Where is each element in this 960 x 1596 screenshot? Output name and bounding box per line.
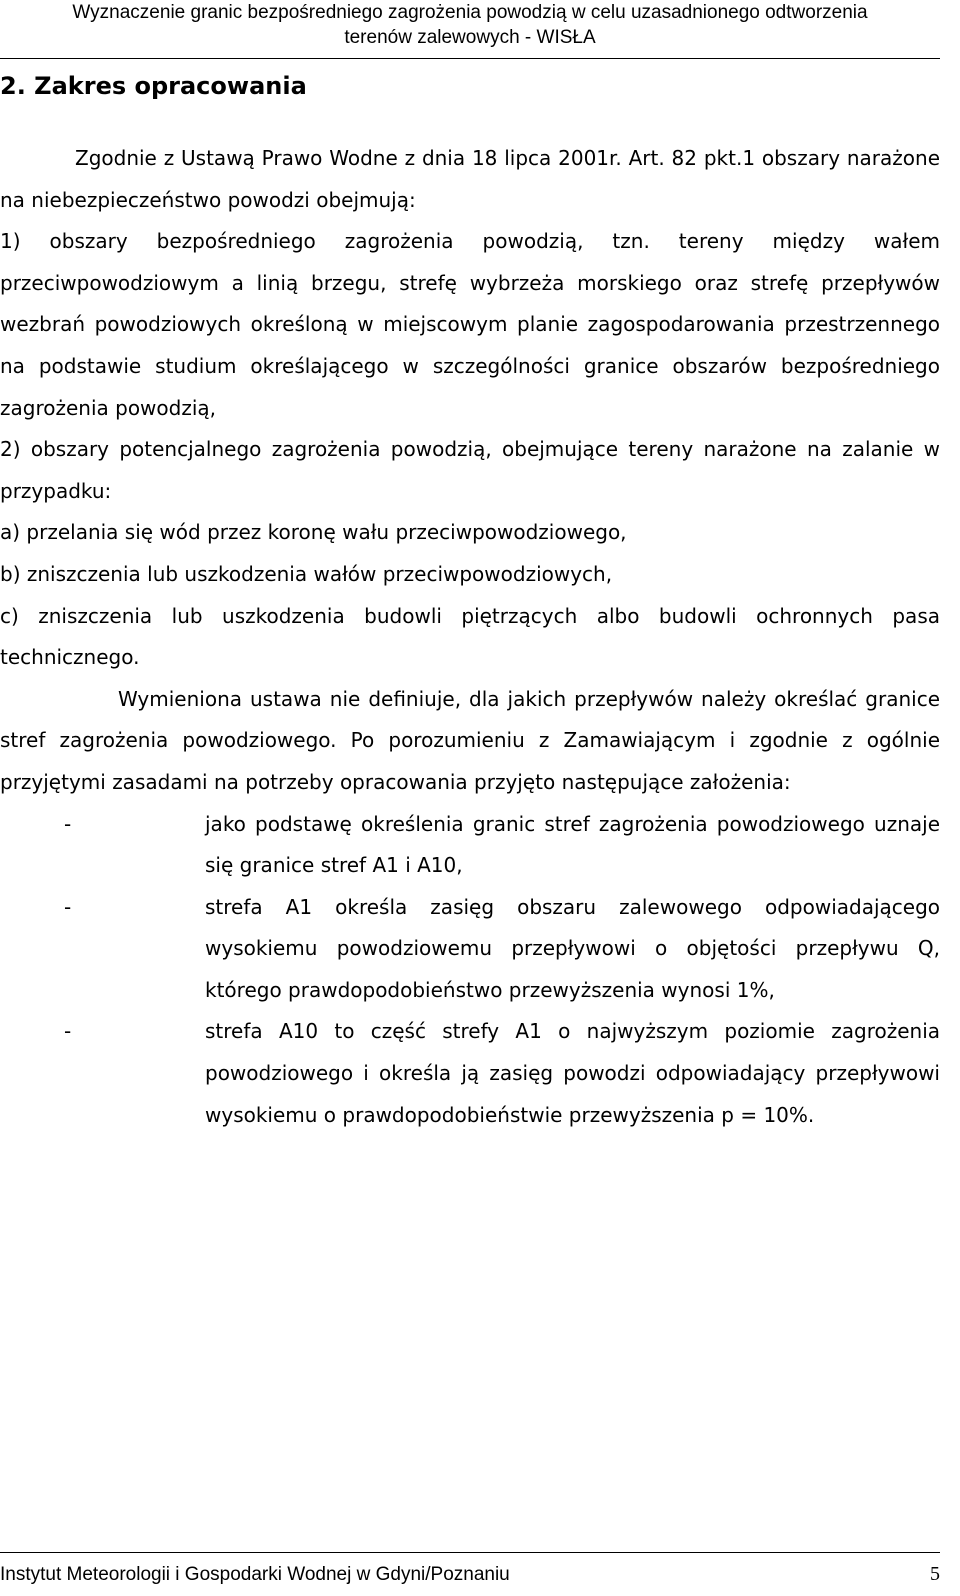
running-header bbox=[0, 0, 940, 50]
paragraph: Wymieniona ustawa nie definiuje, dla jakich przepływów należy określać granice stref zagrożenia powodziowego. Po porozumieniu z Zamawiającym i zgodnie z ogólnie przyjętymi zasadami na potrzeby opracowania przyjęto następujące założenia: bbox=[0, 686, 940, 794]
footer-institution: Instytut Meteorologii i Gospodarki Wodnej w Gdyni/Poznaniu bbox=[0, 1564, 510, 1585]
header-line-1: Wyznaczenie granic bezpośredniego zagrożenia powodzią w celu uzasadnionego odtworzenia bbox=[72, 2, 868, 23]
list-item bbox=[0, 804, 940, 887]
header-divider bbox=[0, 58, 940, 59]
section-title: 2. Zakres opracowania bbox=[0, 72, 307, 100]
paragraph: b) zniszczenia lub uszkodzenia wałów przeciwpowodziowych, bbox=[0, 561, 613, 586]
paragraph: a) przelania się wód przez koronę wału przeciwpowodziowego, bbox=[0, 520, 627, 545]
list-bullet: - bbox=[64, 1019, 72, 1044]
paragraph: c) zniszczenia lub uszkodzenia budowli piętrzących albo budowli ochronnych pasa technicznego. bbox=[0, 603, 940, 670]
list-item bbox=[0, 1011, 940, 1136]
footer-divider bbox=[0, 1552, 940, 1553]
list-item bbox=[0, 887, 940, 1012]
paragraph: Zgodnie z Ustawą Prawo Wodne z dnia 18 lipca 2001r. Art. 82 pkt.1 obszary narażone na niebezpieczeństwo powodzi obejmują: bbox=[0, 146, 940, 212]
header-line-2: terenów zalewowych - WISŁA bbox=[344, 27, 596, 48]
list-item-text: strefa A1 określa zasięg obszaru zalewowego odpowiadającego wysokiemu powodziowemu przepływowi o objętości przepływu Q, którego prawdopodobieństwo przewyższenia wynosi 1%, bbox=[205, 894, 940, 1002]
list-bullet: - bbox=[64, 894, 72, 919]
list-bullet: - bbox=[64, 811, 72, 836]
list-item-text: strefa A10 to część strefy A1 o najwyższym poziomie zagrożenia powodziowego i określa ją zasięg powodzi odpowiadający przepływowi wysokiemu o prawdopodobieństwie przewyższenia p = 10%. bbox=[205, 1019, 940, 1127]
body-text bbox=[0, 138, 940, 1136]
page-number: 5 bbox=[930, 1563, 940, 1585]
paragraph: 1) obszary bezpośredniego zagrożenia powodzią, tzn. tereny między wałem przeciwpowodziowym a linią brzegu, strefę wybrzeża morskiego oraz strefę przepływów wezbrań powodziowych określoną w miejscowym planie zagospodarowania przestrzennego na podstawie studium określającego w szczególności granice obszarów bezpośredniego zagrożenia powodzią, bbox=[0, 229, 940, 420]
paragraph: 2) obszary potencjalnego zagrożenia powodzią, obejmujące tereny narażone na zalanie w przypadku: bbox=[0, 437, 940, 503]
list-item-text: jako podstawę określenia granic stref zagrożenia powodziowego uznaje się granice stref A1 i A10, bbox=[205, 811, 940, 878]
